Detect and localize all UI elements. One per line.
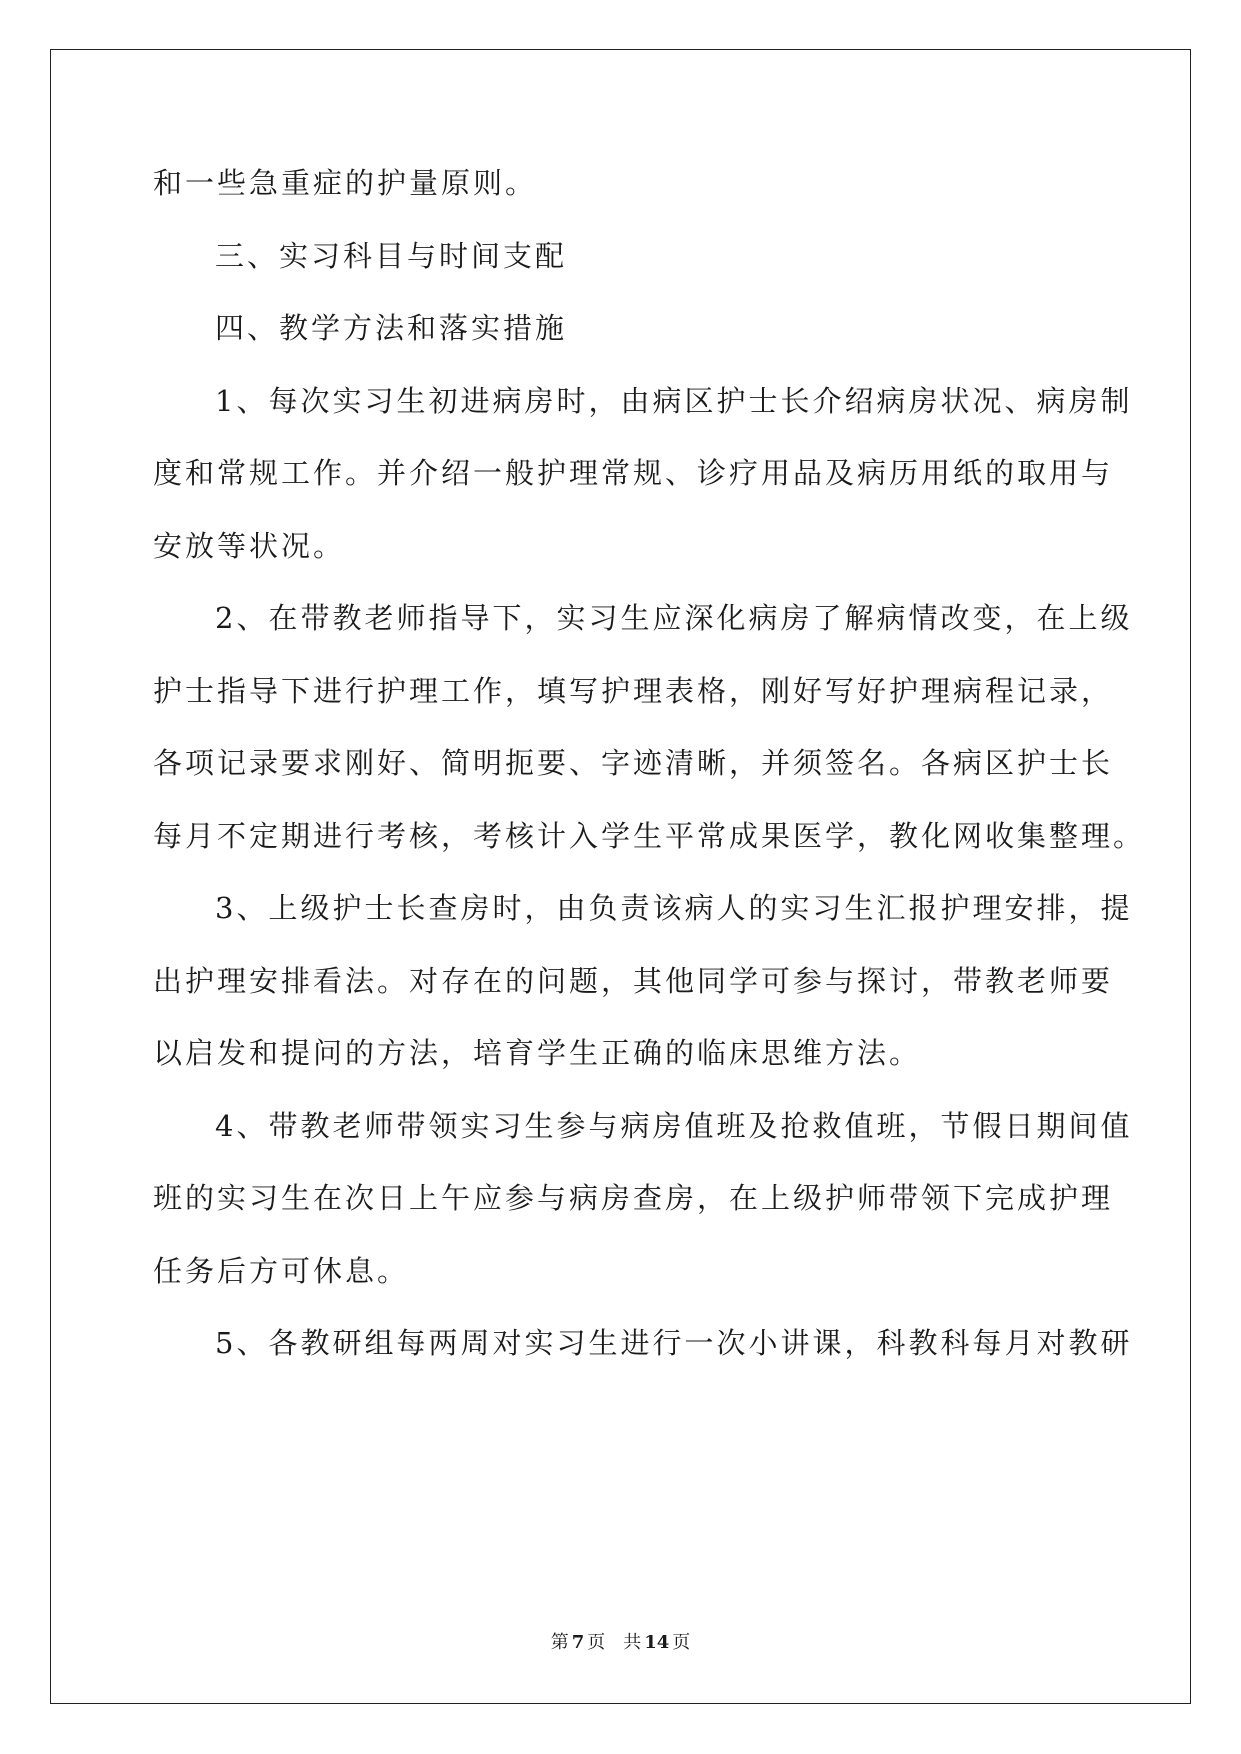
- text-line: 班的实习生在次日上午应参与病房查房，在上级护师带领下完成护理: [153, 1181, 1114, 1215]
- total-prefix: 共: [623, 1632, 642, 1653]
- total-suffix: 页: [672, 1632, 691, 1653]
- text-line: 1、每次实习生初进病房时，由病区护士长介绍病房状况、病房制: [215, 383, 1133, 418]
- text-line: 3、上级护士长查房时，由负责该病人的实习生汇报护理安排，提: [215, 891, 1133, 925]
- text-line: 护士指导下进行护理工作，填写护理表格，刚好写好护理病程记录，: [153, 673, 1114, 708]
- page-number: 7: [571, 1632, 585, 1653]
- text-line: 4、带教老师带领实习生参与病房值班及抢救值班，节假日期间值: [215, 1108, 1133, 1143]
- text-line: 任务后方可休息。: [153, 1253, 410, 1288]
- text-line: 安放等状况。: [153, 528, 346, 563]
- page-prefix: 第: [550, 1632, 569, 1653]
- text-line: 2、在带教老师指导下，实习生应深化病房了解病情改变，在上级: [215, 601, 1133, 635]
- text-line: 和一些急重症的护量原则。: [153, 166, 538, 200]
- text-line: 以启发和提问的方法，培育学生正确的临床思维方法。: [153, 1036, 922, 1070]
- section-heading: 三、实习科目与时间支配: [215, 238, 568, 273]
- total-pages: 14: [644, 1632, 670, 1653]
- page-footer: [0, 1628, 1241, 1654]
- section-heading: 四、教学方法和落实措施: [215, 311, 568, 345]
- text-line: 度和常规工作。并介绍一般护理常规、诊疗用品及病历用纸的取用与: [153, 456, 1114, 490]
- text-line: 出护理安排看法。对存在的问题，其他同学可参与探讨，带教老师要: [153, 963, 1114, 998]
- text-line: 各项记录要求刚好、简明扼要、字迹清晰，并须签名。各病区护士长: [153, 746, 1114, 780]
- document-body: [153, 147, 1146, 1380]
- page-suffix: 页: [587, 1632, 606, 1653]
- text-line: 每月不定期进行考核，考核计入学生平常成果医学，教化网收集整理。: [153, 818, 1146, 853]
- text-line: 5、各教研组每两周对实习生进行一次小讲课，科教科每月对教研: [215, 1326, 1133, 1360]
